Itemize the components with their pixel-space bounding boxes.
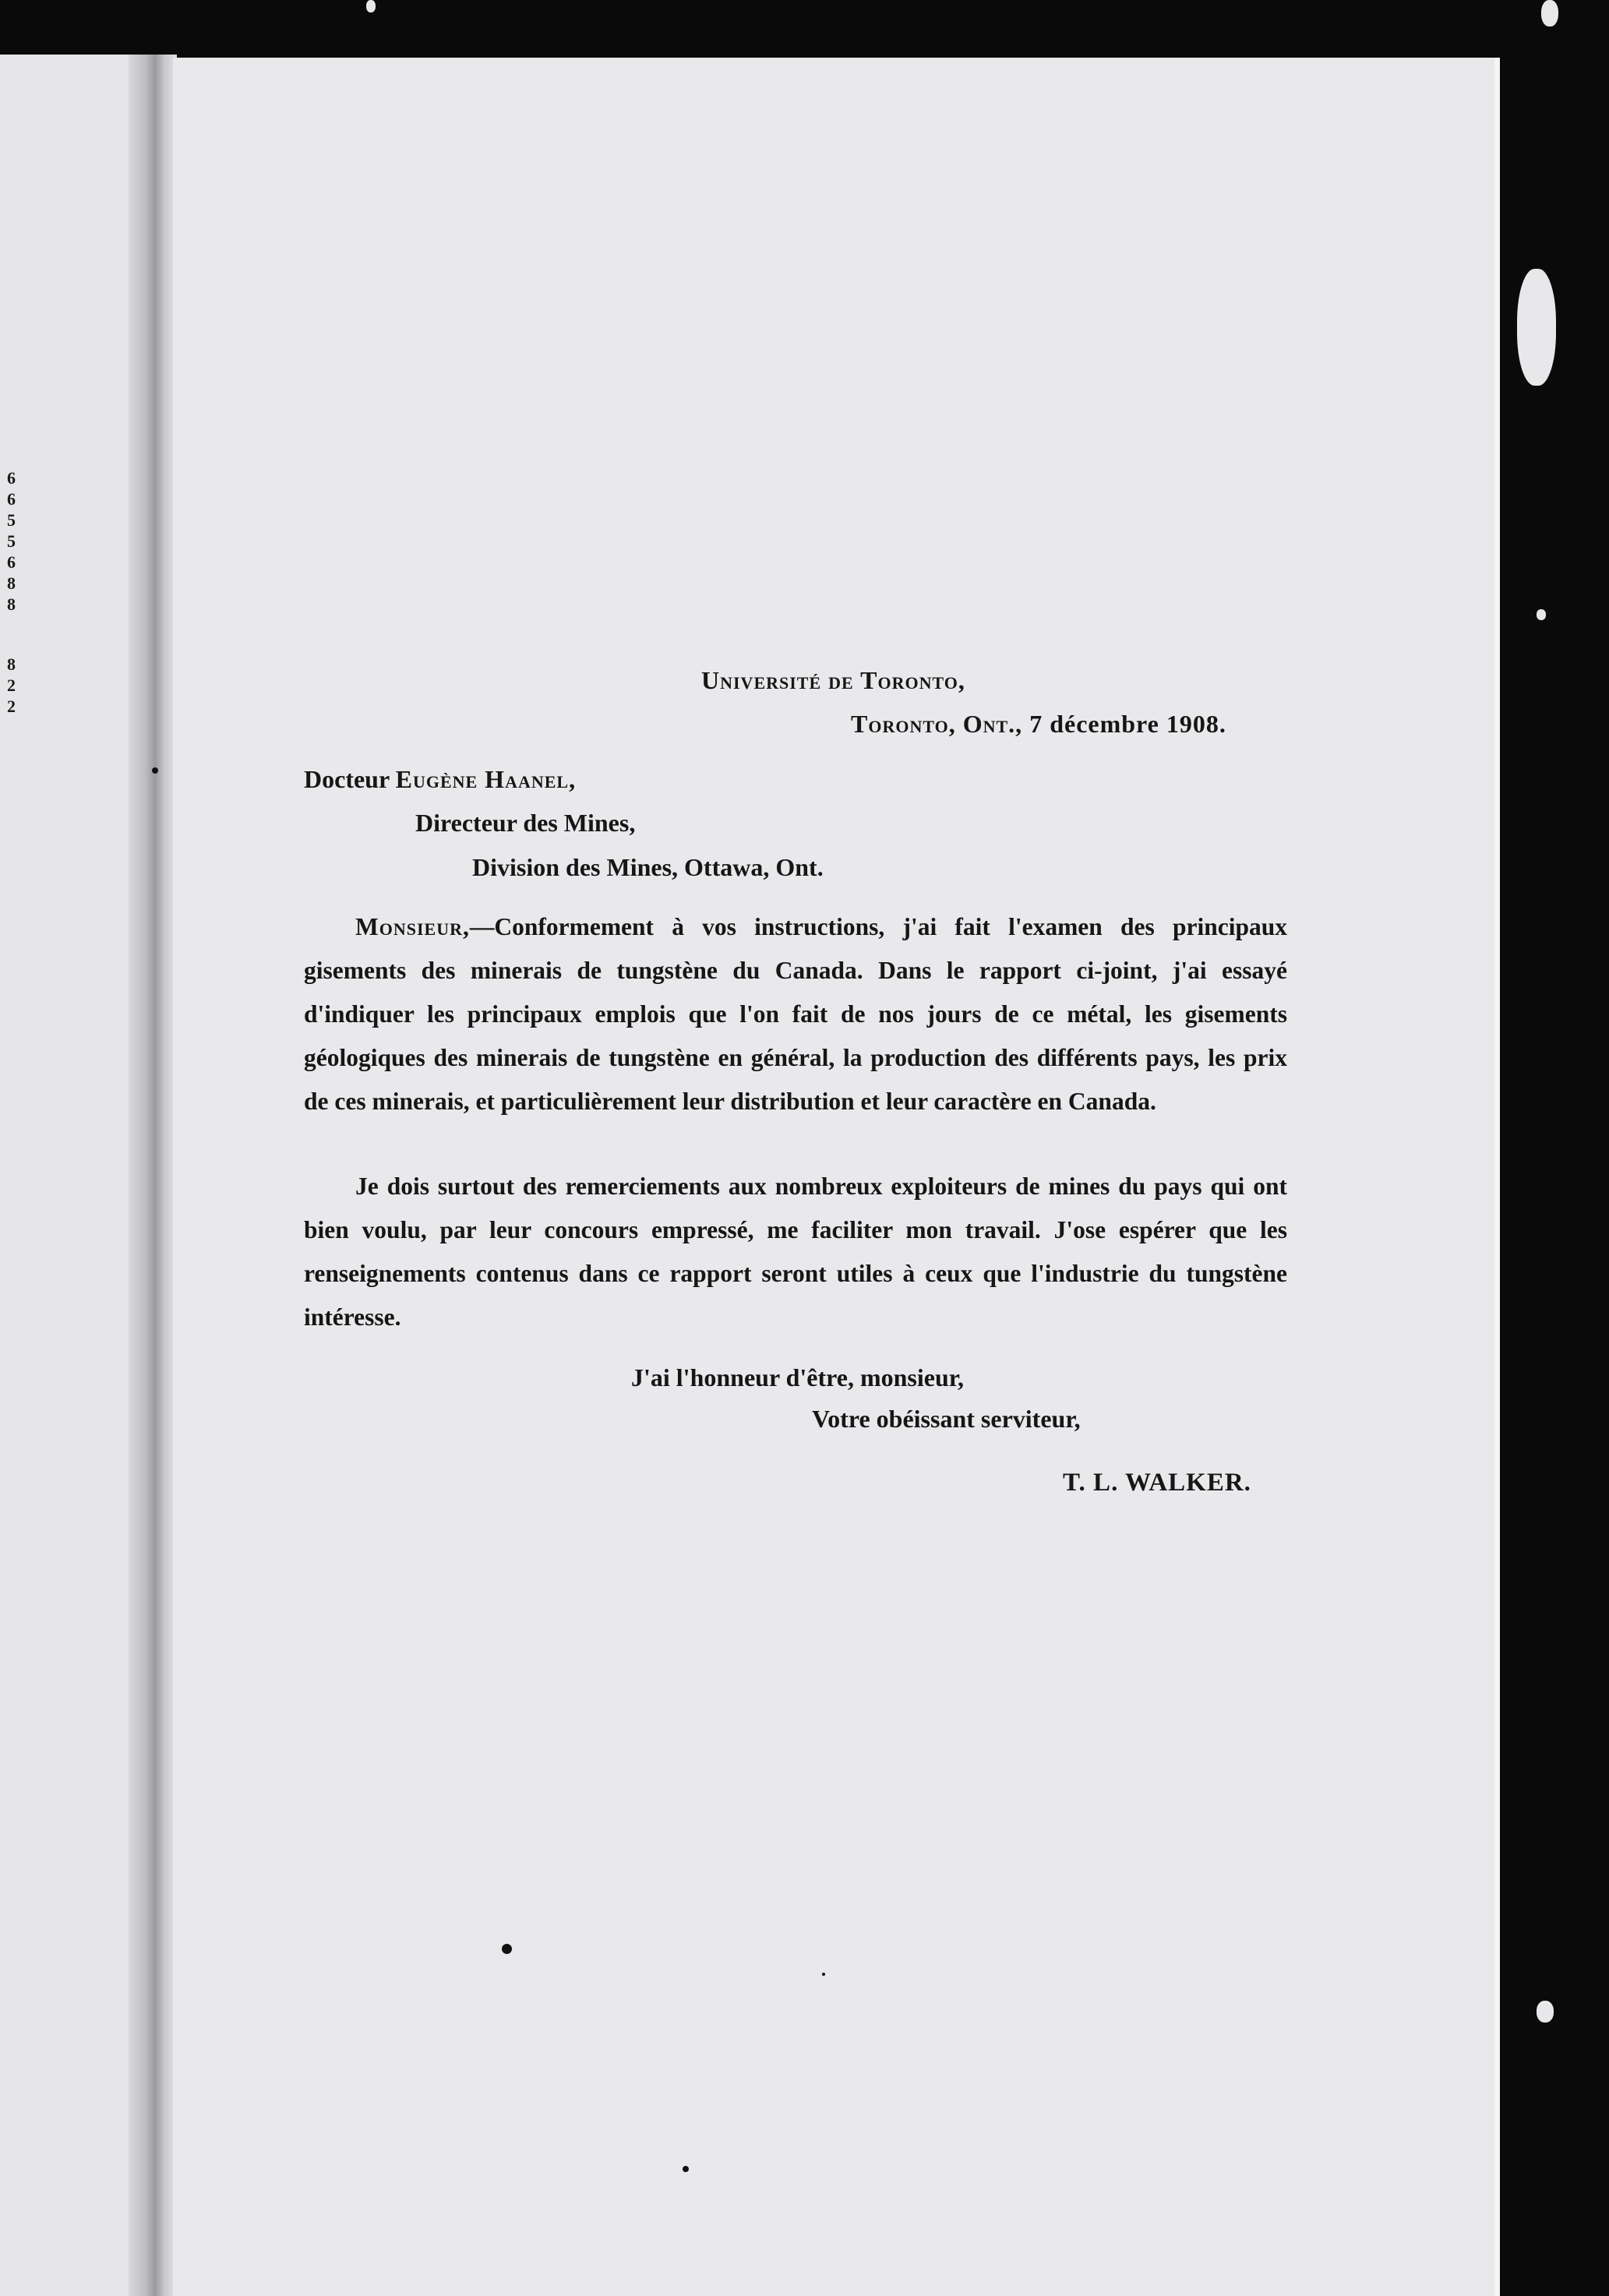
facing-page-number: 2 <box>7 675 16 695</box>
facing-page-number: 6 <box>7 552 16 572</box>
recipient-division: Division des Mines, Ottawa, Ont. <box>472 853 824 881</box>
scan-speck <box>822 1973 825 1976</box>
scan-artifact <box>1537 2001 1554 2023</box>
recipient-line <box>304 765 576 794</box>
book-gutter <box>129 55 177 2296</box>
signature: T. L. WALKER. <box>1063 1469 1251 1497</box>
letter-paragraph <box>304 1165 1287 1339</box>
scan-artifact <box>1537 609 1546 620</box>
salutation: Monsieur, <box>355 913 470 940</box>
facing-page-number: 8 <box>7 594 16 614</box>
scan-artifact <box>366 0 376 12</box>
facing-page-number: 5 <box>7 531 16 551</box>
facing-page-number: 8 <box>7 573 16 593</box>
recipient-position: Directeur des Mines, <box>415 809 636 837</box>
facing-page-number: 8 <box>7 654 16 674</box>
header-university: Université de Toronto, <box>701 666 965 694</box>
facing-page-number: 5 <box>7 510 16 530</box>
paragraph-text: —Conformement à vos instructions, j'ai fait l'examen des principaux gisements des minerais de tungstène du Canada. Dans le rapport ci-joint, j'ai essayé d'indiquer les principaux emplois que l'on fait de nos jours de ce métal, les gisements géologiques des minerais de tungstène en général, la production des différents pays, les prix de ces minerais, et particulièrement leur distribution et leur caractère en Canada. <box>304 913 1287 1115</box>
facing-page-number: 2 <box>7 697 16 716</box>
page-edge <box>1494 58 1500 2296</box>
scan-artifact <box>1541 0 1558 26</box>
scan-artifact <box>1517 269 1556 386</box>
facing-page-number: 6 <box>7 489 16 509</box>
header-place: Toronto, Ont., <box>851 710 1023 738</box>
facing-page-number: 6 <box>7 468 16 488</box>
recipient-name: Eugène Haanel, <box>395 765 577 793</box>
paragraph-text: Je dois surtout des remerciements aux nombreux exploiteurs de mines du pays qui ont bien voulu, par leur concours empressé, me faciliter mon travail. J'ose espérer que les renseignements contenus dans ce rapport seront utiles à ceux que l'industrie du tungstène intéresse. <box>304 1173 1287 1331</box>
closing-line: Votre obéissant serviteur, <box>812 1405 1081 1433</box>
scan-speck <box>502 1944 512 1954</box>
scan-speck <box>683 2166 689 2172</box>
recipient-title: Docteur <box>304 765 390 793</box>
header-date-line <box>851 710 1226 739</box>
header-date: 7 décembre 1908. <box>1029 710 1226 738</box>
letter-paragraph <box>304 905 1287 1123</box>
scan-speck <box>152 767 158 774</box>
facing-page-numbers <box>0 467 16 717</box>
number-gap <box>0 615 16 654</box>
closing-line: J'ai l'honneur d'être, monsieur, <box>631 1363 965 1391</box>
